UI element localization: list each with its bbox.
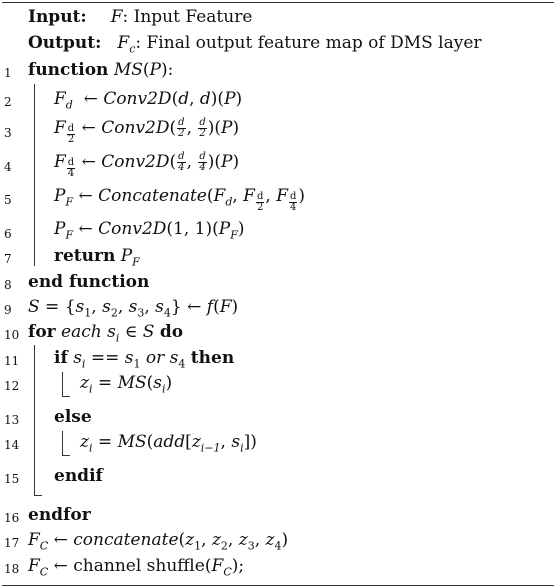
line-5-code: $P_F$ ← $Concatenate(F_d$, F $_{\frac{d}{2}}$ , F $_{\frac{d}{4}}$ )	[54, 186, 306, 213]
if-block-bar	[62, 372, 63, 396]
line-16-code: endfor	[28, 505, 91, 525]
line-number-4: 4	[4, 160, 12, 174]
line-number-10: 10	[4, 328, 20, 342]
line-number-2: 2	[4, 95, 12, 109]
line-17-code: $F_C$ ← $concatenate(z_1$, $z_2$, $z_3$, $z_4$)	[28, 530, 289, 553]
line-4-code: F $_{\frac{d}{4}}$ ← Conv2D( $\frac{d}{4}$ , $\frac{d}{4}$ )(P)	[54, 151, 240, 179]
line-number-17: 17	[4, 536, 20, 550]
line-2-code: $F_d$ ← Conv2D(d, d)(P)	[54, 89, 243, 112]
function-block-bar	[34, 84, 35, 266]
line-9-code: $S = \{s_1$, $s_2$, $s_3$, $s_4$} ← f(F)	[28, 297, 239, 320]
line-14-code: $z_i = MS(add[z_{i-1}$, $s_i$])	[80, 432, 257, 455]
algorithm-output-line: Output: $F_c$: Final output feature map of DMS layer	[28, 33, 482, 56]
line-number-12: 12	[4, 379, 20, 393]
line-6-code: $P_F$ ← Conv2D(1, $1)(P_F)$	[54, 219, 245, 242]
else-block-foot	[62, 455, 70, 456]
line-number-16: 16	[4, 511, 20, 525]
line-number-9: 9	[4, 303, 12, 317]
else-block-bar	[62, 431, 63, 455]
line-number-11: 11	[4, 354, 20, 368]
line-8-code: end function	[28, 272, 150, 292]
line-15-code: endif	[54, 466, 103, 486]
if-block-foot	[62, 396, 70, 397]
line-18-code: $F_C$ ← channel $shuffle(F_C)$;	[28, 556, 245, 579]
line-12-code: $z_i = MS(s_i)$	[80, 373, 173, 396]
line-number-18: 18	[4, 562, 20, 576]
line-3-code: F $_{\frac{d}{2}}$ ← Conv2D( $\frac{d}{2}$ , $\frac{d}{2}$ )(P)	[54, 117, 240, 145]
line-10-code: for each $s_i$ ∈ S do	[28, 322, 184, 345]
algorithm-input-line: Input: F: Input Feature	[28, 7, 253, 27]
line-number-1: 1	[4, 66, 12, 80]
line-13-code: else	[54, 407, 92, 427]
for-block-bar	[34, 345, 35, 495]
for-block-foot	[34, 495, 42, 496]
line-number-6: 6	[4, 227, 12, 241]
line-number-8: 8	[4, 278, 12, 292]
line-number-15: 15	[4, 472, 20, 486]
line-7-code: return $P_F$	[54, 246, 140, 269]
line-number-14: 14	[4, 438, 20, 452]
line-number-7: 7	[4, 252, 12, 266]
line-number-3: 3	[4, 126, 12, 140]
line-number-13: 13	[4, 413, 20, 427]
line-1-code: function MS(P):	[28, 60, 174, 80]
line-number-5: 5	[4, 193, 12, 207]
input-label: Input:	[28, 7, 87, 27]
output-label: Output:	[28, 33, 102, 53]
line-11-code: if $s_i == s_1$ or $s_4$ then	[54, 348, 235, 371]
